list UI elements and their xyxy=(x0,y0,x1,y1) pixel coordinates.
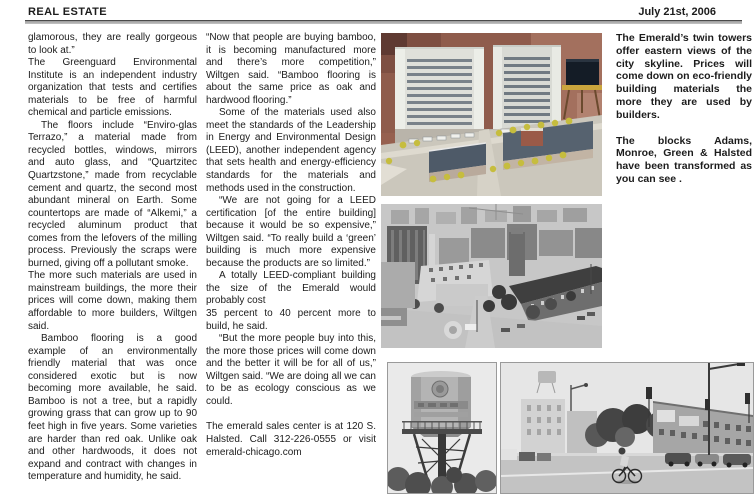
paragraph: 35 percent to 40 percent more to build, he said. xyxy=(206,308,376,332)
article-column-1 xyxy=(28,32,197,484)
aerial-photo xyxy=(381,204,602,348)
caption-column xyxy=(616,32,752,186)
paragraph: The floors include “Enviro-glas Terrazo,” a material made from recycled bottles, windows, mirrors and auto glass, and “Quartzitec Quartzstone,” made from recyclable cement and quartz, the second most abundant mineral on Earth. Some countertops are made of “Alkemi,” a recycled aluminum product that comes from the lefovers of the milling process. Previously the scraps were burned, giving off a pollutant smoke. xyxy=(28,119,197,269)
issue-date: July 21st, 2006 xyxy=(638,6,716,18)
paragraph: “Now that people are buying bamboo, it is becoming manufactured more and there’s more competition,” Wiltgen said. “Bamboo flooring is about the same price as oak and hardwood flooring.” xyxy=(206,32,376,106)
article-column-2 xyxy=(206,32,376,459)
model-photo xyxy=(381,33,602,196)
paragraph: Some of the materials used also meet the standards of the Leadership in Energy and Environmental Design (LEED), another independent agency that sets health and energy-efficiency standards for the materials and methods used in the construction. xyxy=(206,107,376,194)
masthead-divider xyxy=(25,20,742,24)
paragraph: glamorous, they are really gorgeous to look at.” xyxy=(28,32,197,56)
water-tower-illustration xyxy=(388,363,496,493)
street-photo-illustration xyxy=(501,363,753,493)
model-photo-illustration xyxy=(381,33,602,196)
paragraph: A totally LEED-compliant building the size of the Emerald would probably cost xyxy=(206,270,376,307)
paragraph: “We are not going for a LEED certification [of the entire building] because it would be so expensive,” Wiltgen said. “To really build a ‘green’ building is much more expensive because the products are so limited.” xyxy=(206,195,376,269)
caption-paragraph: The blocks Adams, Monroe, Green & Halsted have been transformed as you can see . xyxy=(616,134,752,185)
water-tower-photo xyxy=(388,363,496,493)
paragraph: Bamboo flooring is a good example of an environmentally friendly material that was once considered exotic but is now becoming more available, he said. Bamboo is not a tree, but a rapidly growing grass that can grow up to 90 feet high in five years. Some varieties are harder than red oak. Unlike oak and other hardwoods, it does not expand and contract with changes in temperature and humidity, he said. xyxy=(28,333,197,483)
caption-paragraph: The Emerald’s twin towers offer eastern views of the city skyline. Prices will come down on eco-friendly building materials the more they are used by builders. xyxy=(616,32,752,121)
section-label: REAL ESTATE xyxy=(28,6,107,18)
street-photo xyxy=(501,363,753,493)
sales-center-note: The emerald sales center is at 120 S. Halsted. Call 312-226-0555 or visit emerald-chicago.com xyxy=(206,421,376,458)
aerial-photo-illustration xyxy=(381,204,602,348)
paragraph: The Greenguard Environmental Institute is an independent industry organization that tests and certifies materials to be free of harmful chemical and particle emissions. xyxy=(28,57,197,119)
paragraph: The more such materials are used in mainstream buildings, the more their prices will come down, making them affordable to more builders, Wiltgen said. xyxy=(28,270,197,332)
paragraph: “But the more people buy into this, the more those prices will come down and the better it will be for all of us,” Wiltgen said. “We are doing all we can to be as ecology conscious as we could. xyxy=(206,333,376,407)
